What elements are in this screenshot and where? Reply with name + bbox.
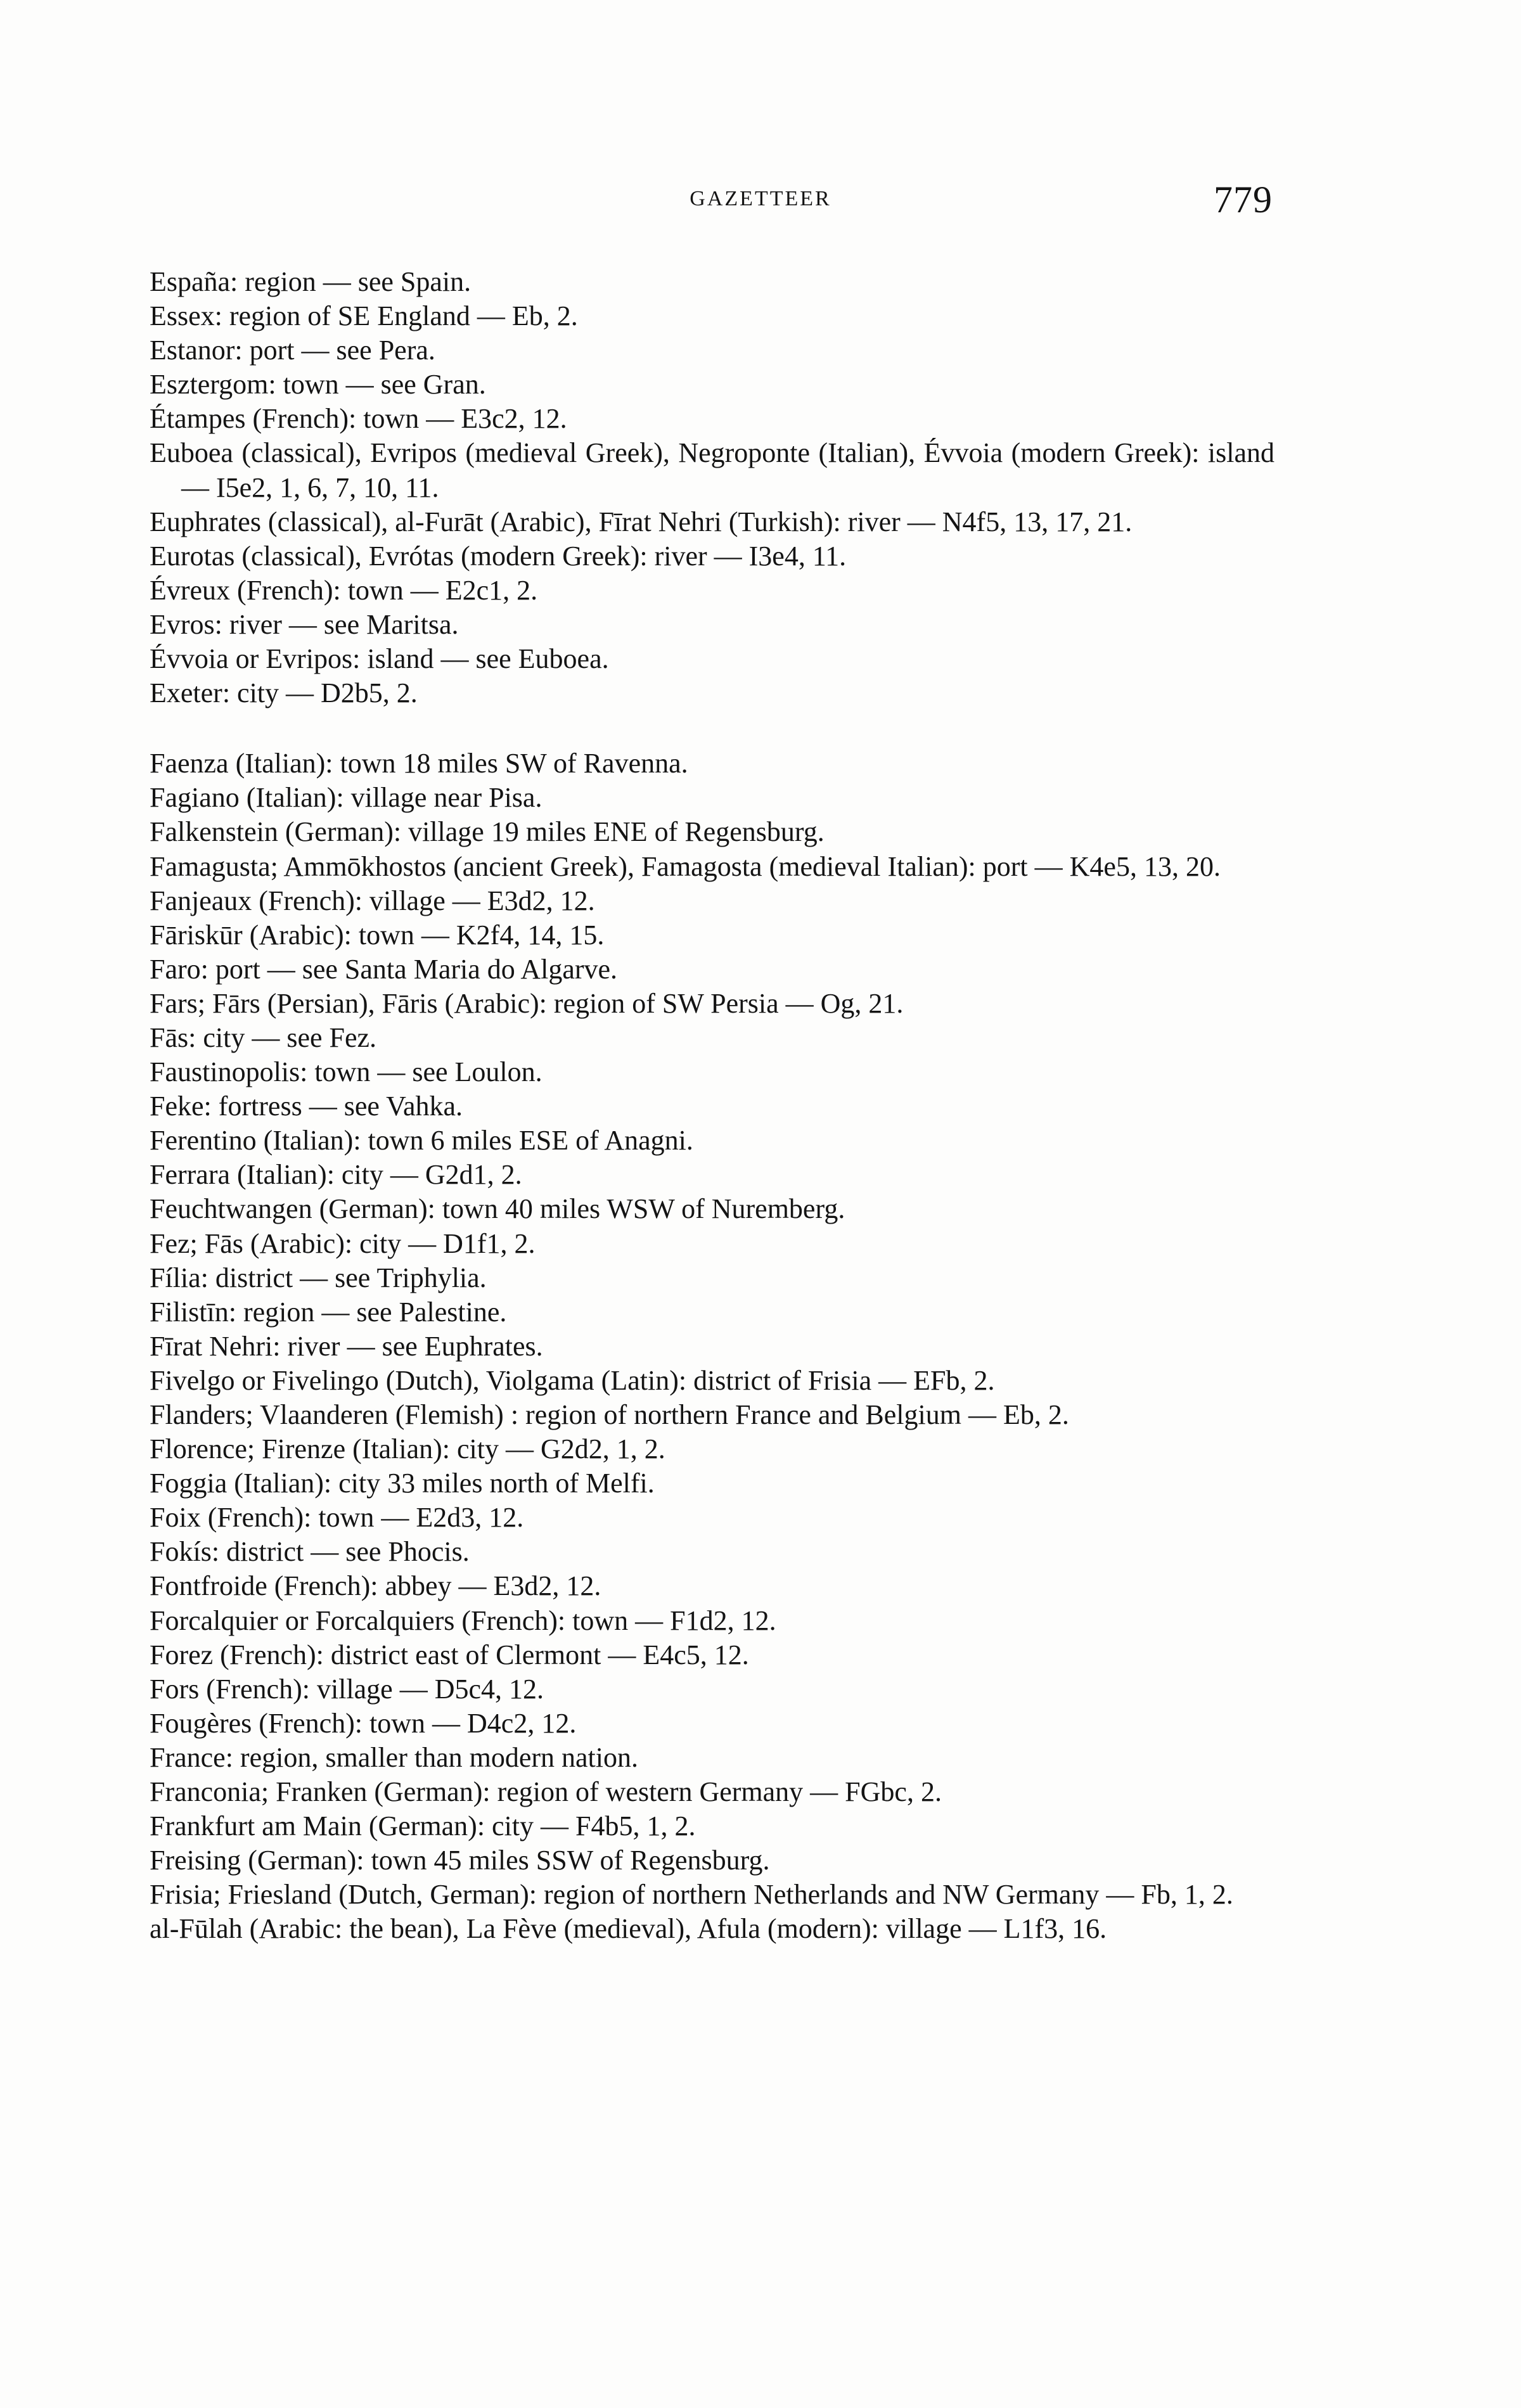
gazetteer-entry: Fez; Fās (Arabic): city — D1f1, 2. <box>150 1227 536 1259</box>
gazetteer-entry: Forcalquier or Forcalquiers (French): town — F1d2, 12. <box>150 1604 776 1636</box>
gazetteer-entry: Foggia (Italian): city 33 miles north of Melfi. <box>150 1468 655 1499</box>
entry-section <box>150 265 1274 710</box>
gazetteer-entry: Esztergom: town — see Gran. <box>150 369 486 400</box>
gazetteer-entry: Freising (German): town 45 miles SSW of Regensburg. <box>150 1845 770 1876</box>
gazetteer-entry: Flanders; Vlaanderen (Flemish) : region of northern France and Belgium — Eb, 2. <box>150 1399 1069 1430</box>
gazetteer-entry: Falkenstein (German): village 19 miles ENE of Regensburg. <box>150 816 825 848</box>
gazetteer-entry: Estanor: port — see Pera. <box>150 335 435 366</box>
gazetteer-entry: Fontfroide (French): abbey — E3d2, 12. <box>150 1570 601 1602</box>
gazetteer-entry: France: region, smaller than modern nation. <box>150 1741 638 1773</box>
gazetteer-entry: Fanjeaux (French): village — E3d2, 12. <box>150 885 595 916</box>
gazetteer-entry: Fília: district — see Triphylia. <box>150 1262 487 1293</box>
gazetteer-entry: Fokís: district — see Phocis. <box>150 1536 470 1568</box>
gazetteer-entry: Exeter: city — D2b5, 2. <box>150 677 418 709</box>
gazetteer-entry: Foix (French): town — E2d3, 12. <box>150 1502 524 1534</box>
gazetteer-entry: Faustinopolis: town — see Loulon. <box>150 1056 542 1088</box>
gazetteer-entry: Étampes (French): town — E3c2, 12. <box>150 403 567 435</box>
entry-section <box>150 746 1274 1946</box>
gazetteer-entry: Ferentino (Italian): town 6 miles ESE of Anagni. <box>150 1125 693 1156</box>
gazetteer-entry: Fars; Fārs (Persian), Fāris (Arabic): region of SW Persia — Og, 21. <box>150 987 904 1019</box>
gazetteer-entry: Évreux (French): town — E2c1, 2. <box>150 574 538 606</box>
gazetteer-entry: Feuchtwangen (German): town 40 miles WSW of Nuremberg. <box>150 1193 845 1225</box>
gazetteer-entry: Eurotas (classical), Evrótas (modern Greek): river — I3e4, 11. <box>150 540 847 572</box>
gazetteer-entry: Franconia; Franken (German): region of western Germany — FGbc, 2. <box>150 1776 942 1808</box>
gazetteer-entry: Essex: region of SE England — Eb, 2. <box>150 300 578 332</box>
gazetteer-entry: Florence; Firenze (Italian): city — G2d2, 1, 2. <box>150 1433 665 1465</box>
gazetteer-entry: Évvoia or Evripos: island — see Euboea. <box>150 643 609 675</box>
gazetteer-entry: al-Fūlah (Arabic: the bean), La Fève (medieval), Afula (modern): village — L1f3, 16. <box>150 1913 1107 1945</box>
gazetteer-entry: Famagusta; Ammōkhostos (ancient Greek), Famagosta (medieval Italian): port — K4e5, 13, 20. <box>150 850 1221 882</box>
gazetteer-entry: Evros: river — see Maritsa. <box>150 608 459 640</box>
gazetteer-entry: Frankfurt am Main (German): city — F4b5, 1, 2. <box>150 1810 696 1842</box>
gazetteer-entry: Feke: fortress — see Vahka. <box>150 1091 463 1122</box>
gazetteer-entry: Faro: port — see Santa Maria do Algarve. <box>150 953 618 985</box>
gazetteer-entry: Euphrates (classical), al-Furāt (Arabic), Fīrat Nehri (Turkish): river — N4f5, 13, 17, 21. <box>150 506 1133 537</box>
running-head <box>0 179 1521 225</box>
gazetteer-entry: España: region — see Spain. <box>150 266 472 297</box>
gazetteer-entry: Fivelgo or Fivelingo (Dutch), Violgama (Latin): district of Frisia — EFb, 2. <box>150 1364 995 1396</box>
gazetteer-entry: Fāriskūr (Arabic): town — K2f4, 14, 15. <box>150 919 605 951</box>
gazetteer-entry: Fās: city — see Fez. <box>150 1021 377 1053</box>
gazetteer-entries <box>150 265 1274 1947</box>
gazetteer-entry: Fors (French): village — D5c4, 12. <box>150 1673 544 1705</box>
gazetteer-entry: Faenza (Italian): town 18 miles SW of Ravenna. <box>150 748 688 779</box>
gazetteer-entry: Fougères (French): town — D4c2, 12. <box>150 1707 577 1739</box>
page-number: 779 <box>1214 179 1273 221</box>
gazetteer-entry: Euboea (classical), Evripos (medieval Greek), Negroponte (Italian), Évvoia (modern Greek): island — I5e2, 1, 6, 7, 10, 11. <box>150 437 1274 503</box>
gazetteer-entry: Fagiano (Italian): village near Pisa. <box>150 782 542 814</box>
gazetteer-entry: Forez (French): district east of Clermont — E4c5, 12. <box>150 1639 749 1670</box>
gazetteer-entry: Fīrat Nehri: river — see Euphrates. <box>150 1330 543 1362</box>
running-title: GAZETTEER <box>690 187 831 210</box>
gazetteer-entry: Filistīn: region — see Palestine. <box>150 1296 507 1328</box>
gazetteer-entry: Ferrara (Italian): city — G2d1, 2. <box>150 1159 522 1191</box>
gazetteer-entry: Frisia; Friesland (Dutch, German): region of northern Netherlands and NW Germany — Fb, 1, 2. <box>150 1879 1233 1911</box>
